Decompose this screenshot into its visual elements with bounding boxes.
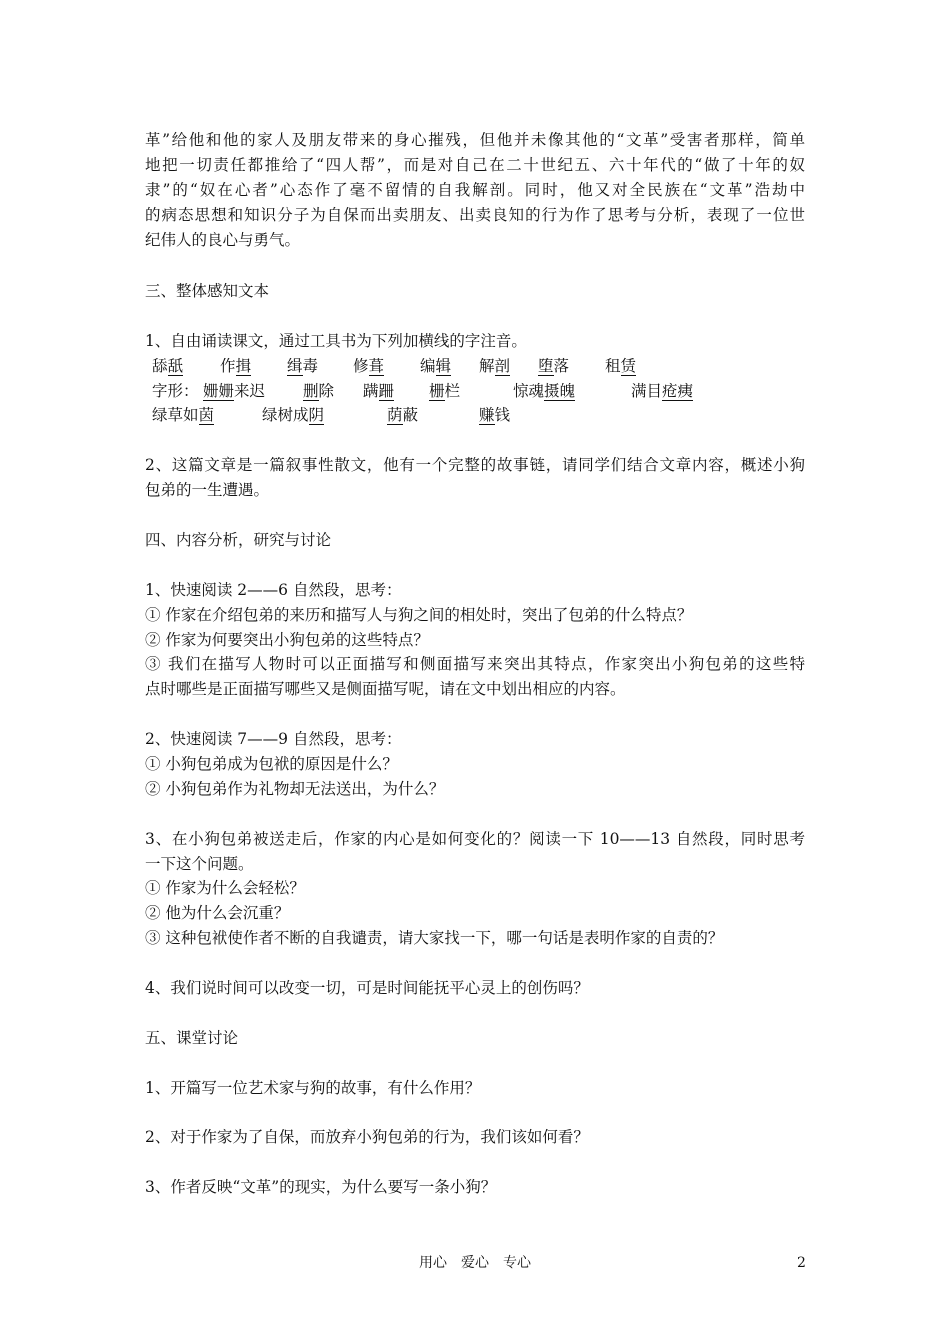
vocab-item: 惊魂摄魄 [513, 382, 576, 400]
question-4-3: 一下这个问题。 [145, 855, 254, 873]
page-number: 2 [797, 1255, 806, 1271]
question-3-2: 包弟的一生遭遇。 [145, 481, 270, 499]
question-5-2: 2、对于作家为了自保，而放弃小狗包弟的行为，我们该如何看？ [145, 1128, 589, 1146]
vocab-item: 绿草如茵 [152, 406, 215, 424]
vocab-item: 栅栏 [429, 382, 461, 400]
question-4-3-b: ② 他为什么会沉重？ [145, 904, 290, 922]
question-4-2-b: ② 小狗包弟作为礼物却无法送出，为什么？ [145, 780, 445, 798]
question-4-4: 4、我们说时间可以改变一切，可是时间能抚平心灵上的创伤吗？ [145, 979, 589, 997]
question-4-1: 1、快速阅读 2——6 自然段，思考： [145, 581, 402, 599]
intro-line: 的病态思想和知识分子为自保而出卖朋友、出卖良知的行为作了思考与分析，表现了一位世 [145, 206, 805, 224]
question-4-3: 3、在小狗包弟被送走后，作家的内心是如何变化的？阅读一下 10——13 自然段，同时思考 [145, 830, 805, 848]
question-3-1: 1、自由诵读课文，通过工具书为下列加横线的字注音。 [145, 332, 527, 350]
question-4-1-a: ① 作家在介绍包弟的来历和描写人与狗之间的相处时，突出了包弟的什么特点？ [145, 606, 693, 624]
vocab-label: 字形： [152, 382, 199, 400]
vocab-item: 缉毒 [287, 357, 319, 375]
vocab-item: 舔舐 [152, 357, 184, 375]
vocab-item: 解剖 [479, 357, 511, 375]
question-4-1-b: ② 作家为何要突出小狗包弟的这些特点？ [145, 631, 429, 649]
vocab-item: 荫蔽 [387, 406, 419, 424]
section-heading-4: 四、内容分析，研究与讨论 [145, 531, 332, 549]
vocab-item: 蹒跚 [363, 382, 395, 400]
question-4-1-c: ③ 我们在描写人物时可以正面描写和侧面描写来突出其特点，作家突出小狗包弟的这些特 [145, 655, 805, 673]
section-heading-3: 三、整体感知文本 [145, 282, 270, 300]
vocab-item: 租赁 [605, 357, 637, 375]
question-3-2: 2、这篇文章是一篇叙事性散文，他有一个完整的故事链，请同学们结合文章内容，概述小狗 [145, 456, 805, 474]
question-4-2-a: ① 小狗包弟成为包袱的原因是什么？ [145, 755, 398, 773]
section-heading-5: 五、课堂讨论 [145, 1029, 239, 1047]
vocab-item: 删除 [303, 382, 335, 400]
vocab-item: 满目疮痍 [631, 382, 694, 400]
question-5-1: 1、开篇写一位艺术家与狗的故事，有什么作用？ [145, 1079, 481, 1097]
intro-line: 地把一切责任都推给了“四人帮”，而是对自己在二十世纪五、六十年代的“做了十年的奴 [145, 156, 805, 174]
intro-line: 隶”的“奴在心者”心态作了毫不留情的自我解剖。同时，他又对全民族在“文革”浩劫中 [145, 181, 805, 199]
vocab-item: 绿树成阴 [262, 406, 325, 424]
vocab-item: 修葺 [353, 357, 385, 375]
question-4-2: 2、快速阅读 7——9 自然段，思考： [145, 730, 402, 748]
question-4-1-c: 点时哪些是正面描写哪些又是侧面描写呢，请在文中划出相应的内容。 [145, 680, 626, 698]
vocab-item: 姗姗来迟 [203, 382, 266, 400]
question-4-3-a: ① 作家为什么会轻松？ [145, 879, 305, 897]
page-footer-motto: 用心 爱心 专心 [419, 1255, 531, 1271]
vocab-item: 堕落 [538, 357, 570, 375]
question-4-3-c: ③ 这种包袱使作者不断的自我谴责，请大家找一下，哪一句话是表明作家的自责的？ [145, 929, 724, 947]
intro-line: 纪伟人的良心与勇气。 [145, 231, 301, 249]
vocab-item: 赚钱 [479, 406, 511, 424]
vocab-item: 编辑 [420, 357, 452, 375]
vocab-item: 作揖 [220, 357, 252, 375]
intro-line: 革”给他和他的家人及朋友带来的身心摧残，但他并未像其他的“文革”受害者那样，简单 [145, 131, 805, 149]
question-5-3: 3、作者反映“文革”的现实，为什么要写一条小狗？ [145, 1178, 497, 1196]
